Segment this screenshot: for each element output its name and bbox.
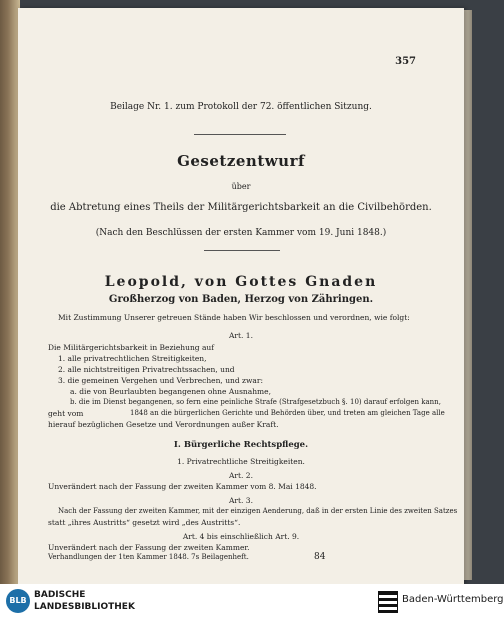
art1-intro: Die Militärgerichtsbarkeit in Beziehung auf: [48, 343, 215, 352]
beilage-line: Beilage Nr. 1. zum Protokoll der 72. öffentlichen Sitzung.: [110, 102, 372, 112]
blb-name[interactable]: [34, 589, 135, 613]
subsection-1-heading: 1. Privatrechtliche Streitigkeiten.: [177, 457, 305, 466]
art3-text-1: Nach der Fassung der zweiten Kammer, mit der einzigen Aenderung, daß in der ersten Linie des zweiten Satzes: [58, 507, 458, 515]
geht-vom: geht vom: [48, 409, 84, 418]
section-1-heading: I. Bürgerliche Rechtspflege.: [173, 440, 309, 450]
art4-text: Unverändert nach der Fassung der zweiten Kammer.: [48, 543, 250, 552]
dies-line: hierauf bezüglichen Gesetze und Verordnungen außer Kraft.: [48, 420, 279, 429]
art2-heading: Art. 2.: [229, 471, 253, 480]
rule-middle: [204, 250, 280, 251]
subitem-b: b. die im Dienst begangenen, so fern eine peinliche Strafe (Strafgesetzbuch §. 10) darauf erfolgen kann,: [70, 398, 441, 406]
scanned-page: [18, 8, 464, 584]
art2-text: Unverändert nach der Fassung der zweiten Kammer vom 8. Mai 1848.: [48, 482, 317, 491]
rule-top: [194, 134, 286, 135]
art1-heading: Art. 1.: [229, 331, 253, 340]
art4-heading: Art. 4 bis einschließlich Art. 9.: [182, 532, 300, 541]
item-1: 1. alle privatrechtlichen Streitigkeiten,: [58, 354, 207, 363]
page-edge: [464, 10, 472, 580]
blb-name-line-2: LANDESBIBLIOTHEK: [34, 602, 135, 612]
art3-heading: Art. 3.: [229, 496, 253, 505]
footer-source: Verhandlungen der 1ten Kammer 1848. 7s Beilagenheft.: [48, 553, 249, 561]
beschluss-line: (Nach den Beschlüssen der ersten Kammer vom 19. Juni 1848.): [95, 228, 387, 238]
geht-vom-rest: 1848 an die bürgerlichen Gerichte und Behörden über, und treten am gleichen Tage alle: [130, 409, 445, 417]
blb-name-line-1: BADISCHE: [34, 590, 86, 600]
item-3: 3. die gemeinen Vergehen und Verbrechen, und zwar:: [58, 376, 263, 385]
document-title: Gesetzentwurf: [177, 152, 305, 170]
preamble: Mit Zustimmung Unserer getreuen Stände haben Wir beschlossen und verordnen, wie folgt:: [58, 313, 410, 322]
book-spine: [0, 0, 20, 584]
grossherzog-line: Großherzog von Baden, Herzog von Zähringen.: [108, 294, 374, 305]
subtitle: die Abtretung eines Theils der Militärgerichtsbarkeit an die Civilbehörden.: [50, 202, 432, 213]
art3-text-2: statt „ihres Austritts“ gesetzt wird „des Austritts“.: [48, 518, 241, 527]
page-number: 357: [395, 56, 416, 67]
item-2: 2. alle nichtstreitigen Privatrechtssachen, und: [58, 365, 235, 374]
library-footer: [0, 584, 504, 617]
ueber-line: über: [231, 182, 251, 191]
leopold-heading: Leopold, von Gottes Gnaden: [104, 274, 378, 290]
subitem-a: a. die von Beurlaubten begangenen ohne Ausnahme,: [70, 387, 271, 396]
blb-logo[interactable]: BLB: [6, 589, 30, 613]
bw-name[interactable]: Baden-Württemberg: [402, 594, 504, 605]
coat-of-arms-icon: [378, 591, 398, 613]
footer-page-number: 84: [314, 552, 326, 562]
